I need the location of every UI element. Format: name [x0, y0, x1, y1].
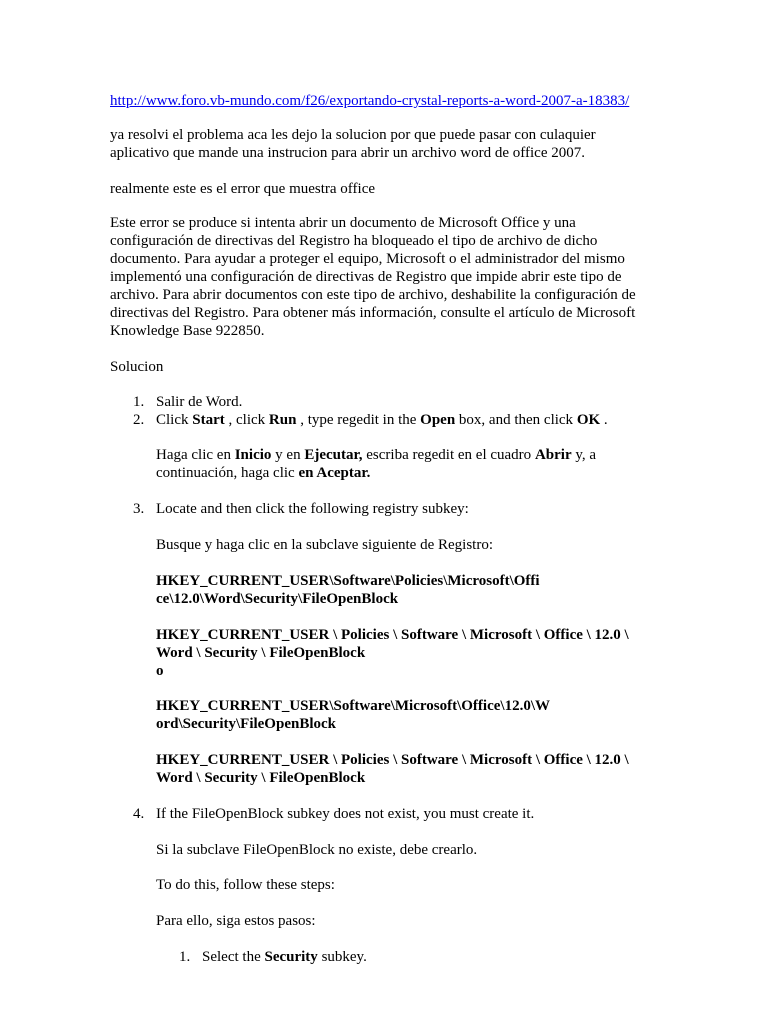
step-2-text: Click Start , click Run , type regedit in the Open box, and then click OK .: [156, 412, 608, 428]
registry-key-2: HKEY_CURRENT_USER \ Policies \ Software \ Microsoft \ Office \ 12.0 \ Word \ Security \ FileOpenBlock: [156, 627, 629, 661]
error-intro-paragraph: realmente este es el error que muestra office: [110, 181, 376, 197]
substep-1-text: Select the Security subkey.: [202, 949, 367, 965]
registry-key-3: HKEY_CURRENT_USER\Software\Microsoft\Office\12.0\W ord\Security\FileOpenBlock: [156, 698, 550, 732]
step-1-text: Salir de Word.: [156, 394, 243, 410]
registry-key-4: HKEY_CURRENT_USER \ Policies \ Software \ Microsoft \ Office \ 12.0 \ Word \ Security \ FileOpenBlock: [156, 752, 629, 786]
substep-number: 1.: [179, 949, 191, 965]
error-message-paragraph: Este error se produce si intenta abrir un documento de Microsoft Office y una configuración de directivas del Registro ha bloqueado el tipo de archivo de dicho documento. Para ayudar a proteger el equipo, Microsoft o el administrador del mismo implementó una configuración de directivas de Registro que impide abrir este tipo de archivo. Para abrir documentos con este tipo de archivo, deshabilite la configuración de directivas del Registro. Para obtener más información, consulte el artículo de Microsoft Knowledge Base 922850.: [110, 215, 636, 339]
step-2-spanish-text: Haga clic en Inicio y en Ejecutar, escriba regedit en el cuadro Abrir y, a continuación, haga clic en Aceptar.: [156, 447, 597, 481]
source-link[interactable]: http://www.foro.vb-mundo.com/f26/exportando-crystal-reports-a-word-2007-a-18383/: [110, 93, 630, 109]
step-number: 4.: [133, 806, 145, 822]
step-4-spanish-instructions: Para ello, siga estos pasos:: [156, 913, 316, 929]
step-4-instructions: To do this, follow these steps:: [156, 877, 335, 893]
step-4-text: If the FileOpenBlock subkey does not exist, you must create it.: [156, 806, 535, 822]
step-3-text: Locate and then click the following registry subkey:: [156, 501, 469, 517]
intro-paragraph: ya resolvi el problema aca les dejo la solucion por que puede pasar con culaquier aplicativo que mande una instrucion para abrir un archivo word de office 2007.: [110, 127, 596, 161]
step-number: 2.: [133, 412, 145, 428]
step-3-spanish-text: Busque y haga clic en la subclave siguiente de Registro:: [156, 537, 493, 553]
step-4-spanish-text: Si la subclave FileOpenBlock no existe, debe crearlo.: [156, 842, 478, 858]
source-link-paragraph: [110, 92, 658, 110]
or-separator: o: [156, 663, 164, 679]
step-number: 3.: [133, 501, 145, 517]
solution-heading: Solucion: [110, 359, 164, 375]
step-number: 1.: [133, 394, 145, 410]
registry-key-1: HKEY_CURRENT_USER\Software\Policies\Microsoft\Offi ce\12.0\Word\Security\FileOpenBlock: [156, 573, 540, 607]
